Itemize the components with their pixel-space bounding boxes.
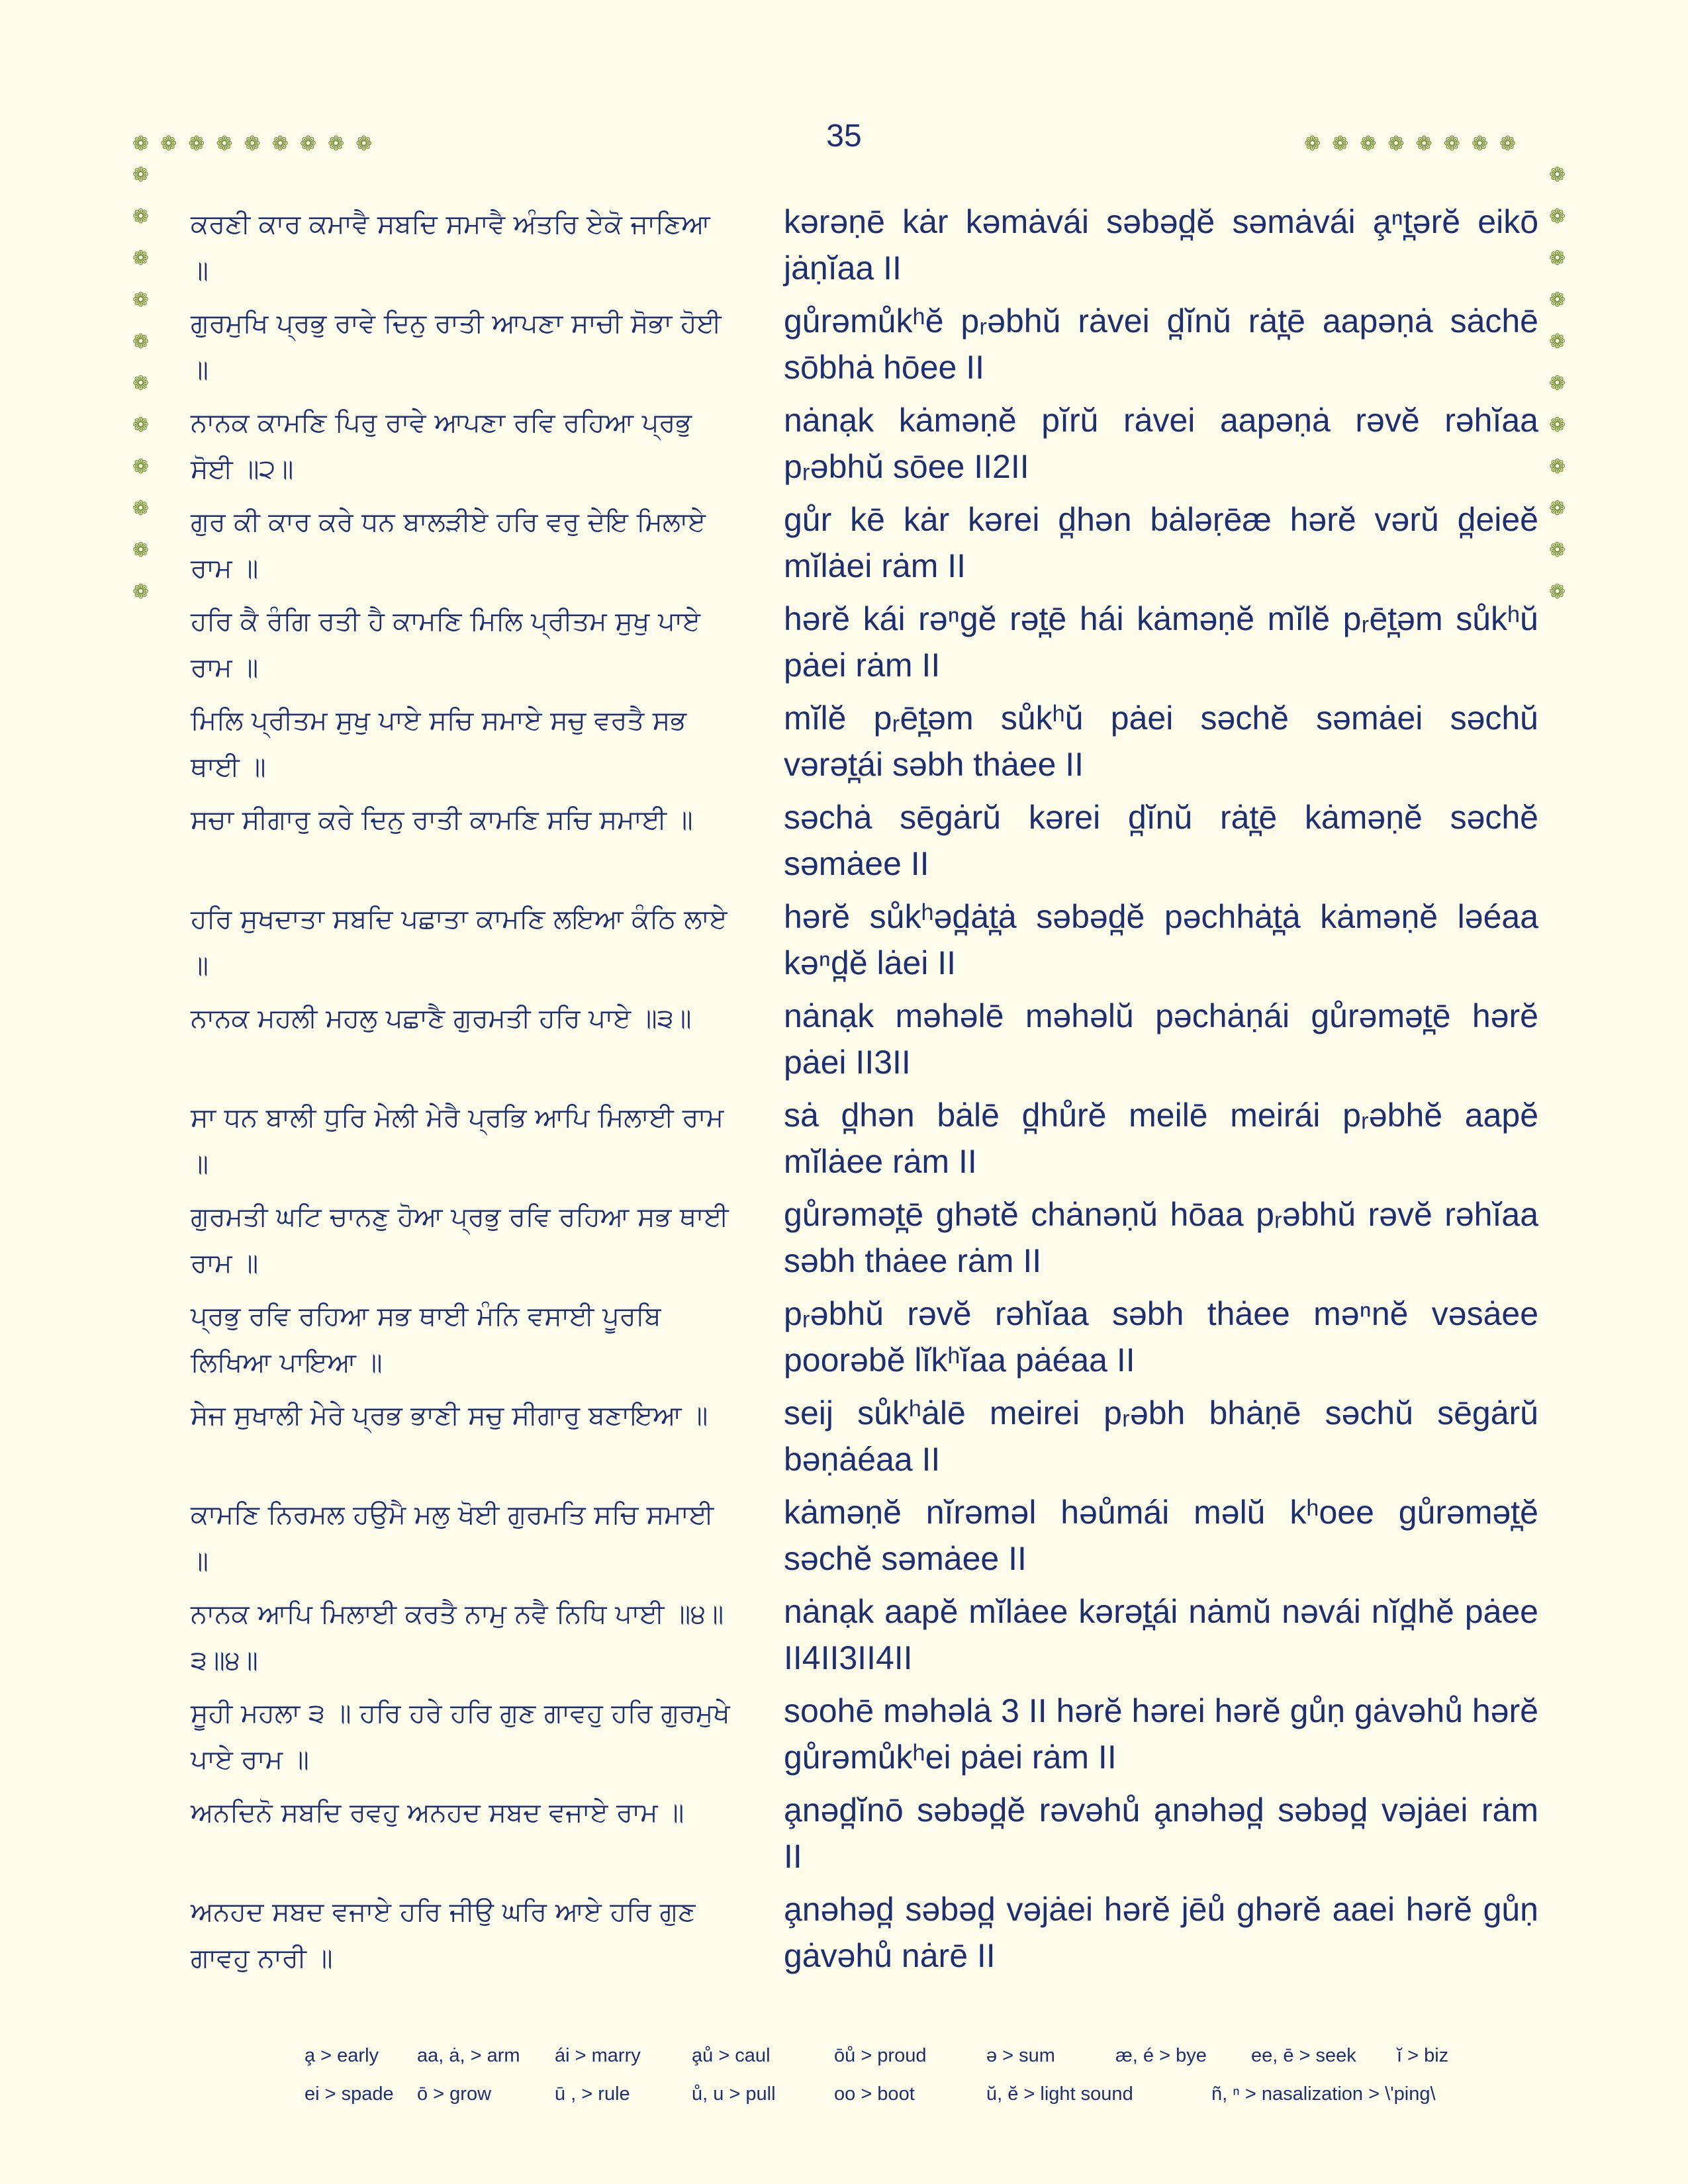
flower-icon: ❁ — [132, 330, 150, 353]
ornament-left-column — [132, 165, 149, 602]
gurmukhi-text: ਗੁਰਮਤੀ ਘਟਿ ਚਾਨਣੁ ਹੋਆ ਪ੍ਰਭੁ ਰਵਿ ਰਹਿਆ ਸਭ ਥਾਈ ਰਾਮ ॥ — [191, 1202, 729, 1279]
verse-line — [191, 1489, 1541, 1588]
verse-line — [191, 1688, 1541, 1787]
flower-icon: ❁ — [132, 132, 150, 156]
legend-item: a̧ů > caul — [692, 2045, 771, 2066]
flower-icon: ❁ — [1443, 132, 1460, 156]
verse-list — [191, 199, 1541, 1985]
legend-item: oo > boot — [834, 2083, 915, 2105]
ornament-right-column — [1549, 165, 1566, 602]
flower-icon: ❁ — [132, 497, 150, 520]
transliteration-text: gůrəmůkʰĕ pᵣəbhŭ rȧvei d̪ĭnŭ rȧt̪ē aapəṇȧ sȧchē sōbhȧ hōee II — [784, 302, 1538, 386]
gurmukhi-text: ਸਾ ਧਨ ਬਾਲੀ ਧੁਰਿ ਮੇਲੀ ਮੇਰੈ ਪ੍ਰਭਿ ਆਪਿ ਮਿਲਾਈ ਰਾਮ ॥ — [191, 1103, 724, 1179]
flower-icon: ❁ — [327, 132, 345, 156]
gurmukhi-text: ਸਚਾ ਸੀਗਾਰੁ ਕਰੇ ਦਿਨੁ ਰਾਤੀ ਕਾਮਣਿ ਸਚਿ ਸਮਾਈ ॥ — [191, 805, 693, 835]
ornament-top-right — [1304, 134, 1516, 154]
gurmukhi-text: ਨਾਨਕ ਕਾਮਣਿ ਪਿਰੁ ਰਾਵੇ ਆਪਣਾ ਰਵਿ ਰਹਿਆ ਪ੍ਰਭੁ ਸੋਈ ॥੨॥ — [191, 408, 692, 484]
verse-line — [191, 1092, 1541, 1191]
verse-line — [191, 1191, 1541, 1291]
flower-icon: ❁ — [132, 289, 150, 312]
verse-line — [191, 1886, 1541, 1985]
legend-item: ů, u > pull — [692, 2083, 776, 2105]
legend-item: ŭ, ĕ > light sound — [986, 2083, 1133, 2105]
legend-row — [305, 2083, 1496, 2110]
gurmukhi-text: ਅਨਹਦ ਸਬਦ ਵਜਾਏ ਹਰਿ ਜੀਉ ਘਰਿ ਆਏ ਹਰਿ ਗੁਣ ਗਾਵਹੁ ਨਾਰੀ ॥ — [191, 1897, 696, 1974]
flower-icon: ❁ — [1549, 289, 1566, 312]
flower-icon: ❁ — [1471, 132, 1488, 156]
legend-item: ee, ē > seek — [1251, 2045, 1356, 2066]
legend-item: æ, é > bye — [1115, 2045, 1207, 2066]
flower-icon: ❁ — [1549, 247, 1566, 270]
flower-icon: ❁ — [160, 132, 177, 156]
gurmukhi-text: ਕਾਮਣਿ ਨਿਰਮਲ ਹਉਮੈ ਮਲੁ ਖੋਈ ਗੁਰਮਤਿ ਸਚਿ ਸਮਾਈ ॥ — [191, 1500, 714, 1576]
legend-item: ə > sum — [986, 2045, 1055, 2066]
flower-icon: ❁ — [299, 132, 316, 156]
flower-icon: ❁ — [132, 539, 150, 562]
flower-icon: ❁ — [1549, 163, 1566, 187]
flower-icon: ❁ — [355, 132, 373, 156]
gurmukhi-text: ਨਾਨਕ ਮਹਲੀ ਮਹਲੁ ਪਛਾਣੈ ਗੁਰਮਤੀ ਹਰਿ ਪਾਏ ॥੩॥ — [191, 1003, 692, 1034]
flower-icon: ❁ — [132, 205, 150, 228]
flower-icon: ❁ — [1332, 132, 1349, 156]
verse-line — [191, 397, 1541, 496]
gurmukhi-text: ਸੇਜ ਸੁਖਾਲੀ ਮੇਰੇ ਪ੍ਰਭ ਭਾਣੀ ਸਚੁ ਸੀਗਾਰੁ ਬਣਾਇਆ ॥ — [191, 1400, 708, 1431]
flower-icon: ❁ — [1549, 330, 1566, 353]
transliteration-text: a̧nəhəd̪ səbəd̪ vəjȧei hərĕ jēů ghərĕ aaei hərĕ gůṇ gȧvəhů nȧrē II — [784, 1891, 1538, 1974]
transliteration-text: gůr kē kȧr kərei d̪hən bȧləṛēæ hərĕ vərŭ d̪eieĕ mĭlȧei rȧm II — [784, 501, 1538, 584]
verse-line — [191, 596, 1541, 695]
transliteration-text: kərəṇē kȧr kəmȧvái səbəd̪ĕ səmȧvái a̧ⁿt̪ərĕ eikō jȧṇĭaa II — [784, 203, 1538, 287]
flower-icon: ❁ — [132, 455, 150, 478]
page-number: 35 — [826, 118, 862, 154]
verse-line — [191, 298, 1541, 397]
verse-line — [191, 1787, 1541, 1886]
flower-icon: ❁ — [1304, 132, 1321, 156]
transliteration-text: hərĕ sůkʰəd̪ȧt̪ȧ səbəd̪ĕ pəchhȧt̪ȧ kȧməṇĕ ləéaa kəⁿd̪ĕ lȧei II — [784, 898, 1538, 981]
gurmukhi-text: ਸੂਹੀ ਮਹਲਾ ੩ ॥ ਹਰਿ ਹਰੇ ਹਰਿ ਗੁਣ ਗਾਵਹੁ ਹਰਿ ਗੁਰਮੁਖੇ ਪਾਏ ਰਾਮ ॥ — [191, 1698, 730, 1775]
legend-item: ū , > rule — [555, 2083, 630, 2105]
transliteration-text: seij sůkʰȧlē meirei pᵣəbh bhȧṇē səchŭ sēgȧrŭ bəṇȧéaa II — [784, 1394, 1538, 1478]
flower-icon: ❁ — [132, 414, 150, 437]
flower-icon: ❁ — [1549, 455, 1566, 478]
transliteration-text: nȧnạk məhəlē məhəlŭ pəchȧṇái gůrəmət̪ē hərĕ pȧei II3II — [784, 997, 1538, 1081]
transliteration-text: səchȧ sēgȧrŭ kərei d̪ĭnŭ rȧt̪ē kȧməṇĕ səchĕ səmȧee II — [784, 799, 1538, 882]
gurmukhi-text: ਗੁਰ ਕੀ ਕਾਰ ਕਰੇ ਧਨ ਬਾਲੜੀਏ ਹਰਿ ਵਰੁ ਦੇਇ ਮਿਲਾਏ ਰਾਮ ॥ — [191, 507, 706, 584]
flower-icon: ❁ — [132, 163, 150, 187]
flower-icon: ❁ — [244, 132, 261, 156]
flower-icon: ❁ — [132, 580, 150, 604]
verse-line — [191, 993, 1541, 1092]
legend-item: aa, ȧ, > arm — [417, 2045, 520, 2066]
transliteration-text: nȧnạk kȧməṇĕ pĭrŭ rȧvei aapəṇȧ rəvĕ rəhĭaa pᵣəbhŭ sōee II2II — [784, 402, 1538, 485]
legend-item: ei > spade — [305, 2083, 394, 2105]
flower-icon: ❁ — [1549, 372, 1566, 395]
flower-icon: ❁ — [1387, 132, 1405, 156]
legend-item: ōů > proud — [834, 2045, 927, 2066]
legend-item: ái > marry — [555, 2045, 641, 2066]
gurmukhi-text: ਅਨਦਿਨੋ ਸਬਦਿ ਰਵਹੁ ਅਨਹਦ ਸਬਦ ਵਜਾਏ ਰਾਮ ॥ — [191, 1797, 684, 1828]
flower-icon: ❁ — [1549, 497, 1566, 520]
transliteration-text: soohē məhəlȧ 3 II hərĕ hərei hərĕ gůṇ gȧvəhů hərĕ gůrəmůkʰei pȧei rȧm II — [784, 1692, 1538, 1776]
transliteration-text: mĭlĕ pᵣēt̪əm sůkʰŭ pȧei səchĕ səmȧei səchŭ vərət̪ái səbh thȧee II — [784, 700, 1538, 783]
flower-icon: ❁ — [1499, 132, 1517, 156]
gurmukhi-text: ਨਾਨਕ ਆਪਿ ਮਿਲਾਈ ਕਰਤੈ ਨਾਮੁ ਨਵੈ ਨਿਧਿ ਪਾਈ ॥੪॥੩॥੪॥ — [191, 1599, 724, 1676]
legend-item: ō > grow — [417, 2083, 492, 2105]
flower-icon: ❁ — [1360, 132, 1377, 156]
gurmukhi-text: ਪ੍ਰਭੁ ਰਵਿ ਰਹਿਆ ਸਭ ਥਾਈ ਮੰਨਿ ਵਸਾਈ ਪੂਰਬਿ ਲਿਖਿਆ ਪਾਇਆ ॥ — [191, 1301, 661, 1378]
gurmukhi-text: ਹਰਿ ਕੈ ਰੰਗਿ ਰਤੀ ਹੈ ਕਾਮਣਿ ਮਿਲਿ ਪ੍ਰੀਤਮ ਸੁਖੁ ਪਾਏ ਰਾਮ ॥ — [191, 606, 700, 683]
verse-line — [191, 695, 1541, 794]
legend-item: a̧ > early — [305, 2045, 379, 2066]
flower-icon: ❁ — [1549, 205, 1566, 228]
ornament-top-left — [132, 134, 372, 154]
flower-icon: ❁ — [216, 132, 233, 156]
verse-line — [191, 893, 1541, 993]
transliteration-text: pᵣəbhŭ rəvĕ rəhĭaa səbh thȧee məⁿnĕ vəsȧee poorəbĕ lĭkʰĭaa pȧéaa II — [784, 1295, 1538, 1379]
flower-icon: ❁ — [271, 132, 289, 156]
transliteration-text: kȧməṇĕ nĭrəməl həůmái məlŭ kʰoee gůrəmət̪ĕ səchĕ səmȧee II — [784, 1494, 1538, 1577]
legend-item: ĭ > biz — [1397, 2045, 1449, 2066]
verse-line — [191, 199, 1541, 298]
gurmukhi-text: ਗੁਰਮੁਖਿ ਪ੍ਰਭੁ ਰਾਵੇ ਦਿਨੁ ਰਾਤੀ ਆਪਣਾ ਸਾਚੀ ਸੋਭਾ ਹੋਈ ॥ — [191, 308, 722, 385]
transliteration-text: sȧ d̪hən bȧlē d̪hůrĕ meilē meirái pᵣəbhĕ aapĕ mĭlȧee rȧm II — [784, 1097, 1538, 1180]
verse-line — [191, 794, 1541, 893]
flower-icon: ❁ — [132, 372, 150, 395]
transliteration-text: a̧nəd̪ĭnō səbəd̪ĕ rəvəhů a̧nəhəd̪ səbəd̪ vəjȧei rȧm II — [784, 1792, 1538, 1875]
verse-line — [191, 1291, 1541, 1390]
flower-icon: ❁ — [1549, 539, 1566, 562]
transliteration-text: gůrəmət̪ē ghətĕ chȧnəṇŭ hōaa pᵣəbhŭ rəvĕ rəhĭaa səbh thȧee rȧm II — [784, 1196, 1538, 1279]
legend-row — [305, 2045, 1496, 2071]
flower-icon: ❁ — [132, 247, 150, 270]
gurmukhi-text: ਮਿਲਿ ਪ੍ਰੀਤਮ ਸੁਖੁ ਪਾਏ ਸਚਿ ਸਮਾਏ ਸਚੁ ਵਰਤੈ ਸਭ ਥਾਈ ॥ — [191, 705, 686, 782]
gurmukhi-text: ਹਰਿ ਸੁਖਦਾਤਾ ਸਬਦਿ ਪਛਾਤਾ ਕਾਮਣਿ ਲਇਆ ਕੰਠਿ ਲਾਏ ॥ — [191, 904, 727, 981]
verse-line — [191, 1390, 1541, 1489]
verse-line — [191, 1588, 1541, 1688]
verse-line — [191, 496, 1541, 596]
legend-item: ñ, ⁿ > nasalization > \'ping\ — [1211, 2083, 1436, 2105]
flower-icon: ❁ — [188, 132, 205, 156]
transliteration-text: hərĕ kái rəⁿgĕ rət̪ē hái kȧməṇĕ mĭlĕ pᵣēt̪əm sůkʰŭ pȧei rȧm II — [784, 600, 1538, 684]
flower-icon: ❁ — [1415, 132, 1432, 156]
flower-icon: ❁ — [1549, 414, 1566, 437]
gurmukhi-text: ਕਰਣੀ ਕਾਰ ਕਮਾਵੈ ਸਬਦਿ ਸਮਾਵੈ ਅੰਤਰਿ ਏਕੋ ਜਾਣਿਆ ॥ — [191, 209, 710, 286]
transliteration-text: nȧnạk aapĕ mĭlȧee kərət̪ái nȧmŭ nəvái nĭd̪hĕ pȧee II4II3II4II — [784, 1593, 1538, 1676]
flower-icon: ❁ — [1549, 580, 1566, 604]
